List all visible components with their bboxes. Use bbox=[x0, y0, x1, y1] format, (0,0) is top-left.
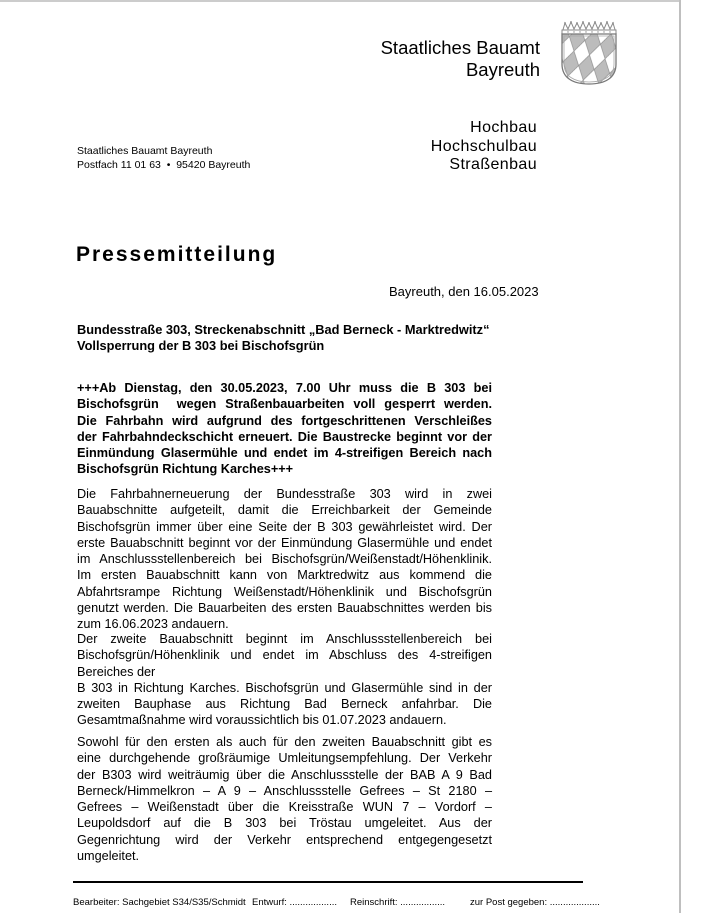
text-line: Sowohl für den ersten als auch für den zweiten Bauabschnitt gibt es bbox=[77, 735, 492, 749]
dateline: Bayreuth, den 16.05.2023 bbox=[389, 284, 539, 299]
text-line: genutzt werden. Die Bauarbeiten des ersten Bauabschnittes werden bis bbox=[77, 601, 492, 616]
text-line: Leupoldsdorf auf die B 303 bei Tröstau umgeleitet. Aus der bbox=[77, 816, 492, 831]
text-line: umgeleitet. bbox=[77, 849, 140, 864]
text-line: der Fahrbahndeckschicht erneuert. Die Baustrecke beginnt vor der bbox=[77, 429, 492, 444]
text-line: Straßenbau bbox=[449, 156, 537, 173]
text-line: Bischofsgrün immer über eine Seite der B 303 gewährleistet wird. Der bbox=[77, 519, 492, 534]
page-title: Pressemitteilung bbox=[76, 243, 278, 266]
text-line: Bischofsgrün Richtung Karches+++ bbox=[77, 462, 294, 477]
text-line: Abfahrtsrampe Richtung Weißenstadt/Höhenklinik und Bischofsgrün bbox=[77, 584, 492, 599]
letterhead-divisions bbox=[431, 119, 537, 175]
text-line: Einmündung Glasermühle und endet im 4-streifigen Bereich nach bbox=[77, 446, 492, 461]
text-line: zweiten Bauphase aus Richtung Bad Berneck anfahrbar. Die bbox=[77, 697, 492, 712]
body-paragraph-2 bbox=[77, 486, 492, 633]
text-line: im Anschlussstellenbereich bei Bischofsgrün/Weißenstadt/Höhenklinik. bbox=[77, 552, 492, 567]
text-line: Bereiches der bbox=[77, 664, 156, 679]
text-line: der B303 wird weiträumig über die Anschlussstelle der BAB A 9 Bad bbox=[77, 767, 492, 782]
text-line: erste Bauabschnitt beginnt vor der Einmündung Glasermühle und endet bbox=[77, 535, 492, 550]
text-line: Die Fahrbahn wird aufgrund des fortgeschrittenen Verschleißes bbox=[77, 413, 492, 428]
body-paragraph-1 bbox=[77, 380, 492, 478]
letterhead-org-name bbox=[381, 37, 540, 81]
text-line: Hochbau bbox=[470, 119, 537, 136]
text-line: Im ersten Bauabschnitt kann von Marktredwitz aus kommend die bbox=[77, 568, 492, 583]
sender-address bbox=[77, 145, 250, 172]
page-top-edge bbox=[0, 0, 681, 2]
text-line: Bischofsgrün/Höhenklinik und endet im Abschluss des 4-streifigen bbox=[77, 648, 492, 663]
text-line: Hochschulbau bbox=[430, 137, 537, 155]
text-line: Die Fahrbahnerneuerung der Bundesstraße 303 wird in zwei bbox=[77, 487, 492, 501]
text-line: Berneck/Himmelkron – A 9 – Anschlussstelle Gefrees – St 2180 – bbox=[77, 783, 492, 798]
text-line: Der zweite Bauabschnitt beginnt im Anschlussstellenbereich bei bbox=[77, 632, 492, 646]
body-paragraph-3 bbox=[77, 631, 492, 729]
text-line: Gefrees – Weißenstadt über die Kreisstraße WUN 7 – Vordorf – bbox=[77, 800, 492, 815]
footer-editor: Bearbeiter: Sachgebiet S34/S35/Schmidt bbox=[73, 897, 246, 908]
sender-line: Postfach 11 01 63 • 95420 Bayreuth bbox=[77, 158, 251, 171]
text-line: B 303 in Richtung Karches. Bischofsgrün und Glasermühle sind in der bbox=[77, 680, 492, 695]
footer-rule bbox=[73, 881, 583, 883]
text-line: Staatliches Bauamt bbox=[380, 37, 540, 58]
text-line: Bundesstraße 303, Streckenabschnitt „Bad Berneck - Marktredwitz“ bbox=[77, 322, 490, 337]
text-line: Gegenrichtung wird der Verkehr entsprechend entgegengesetzt bbox=[77, 832, 492, 847]
footer-fair-copy-field: Reinschrift: ................. bbox=[350, 897, 446, 908]
text-line: zum 16.06.2023 andauern. bbox=[77, 617, 229, 632]
text-line: eine durchgehende großräumige Umleitungsempfehlung. Der Verkehr bbox=[77, 751, 492, 766]
text-line: Bischofsgrün wegen Straßenbauarbeiten voll gesperrt werden. bbox=[77, 397, 492, 412]
text-line: Vollsperrung der B 303 bei Bischofsgrün bbox=[77, 338, 325, 354]
subject-block bbox=[77, 322, 517, 355]
body-paragraph-4 bbox=[77, 734, 492, 864]
footer-posted-field: zur Post gegeben: ................... bbox=[470, 897, 600, 908]
sender-line: Staatliches Bauamt Bayreuth bbox=[77, 145, 213, 157]
text-line: Bauabschnitte aufgeteilt, damit die Erreichbarkeit der Gemeinde bbox=[77, 503, 492, 518]
footer-draft-field: Entwurf: .................. bbox=[252, 897, 337, 908]
bavaria-coat-of-arms-icon bbox=[557, 20, 621, 86]
text-line: Gesamtmaßnahme wird voraussichtlich bis 01.07.2023 andauern. bbox=[77, 713, 447, 728]
page-right-edge bbox=[679, 0, 681, 913]
text-line: Bayreuth bbox=[465, 59, 540, 80]
text-line: +++Ab Dienstag, den 30.05.2023, 7.00 Uhr muss die B 303 bei bbox=[77, 381, 492, 395]
